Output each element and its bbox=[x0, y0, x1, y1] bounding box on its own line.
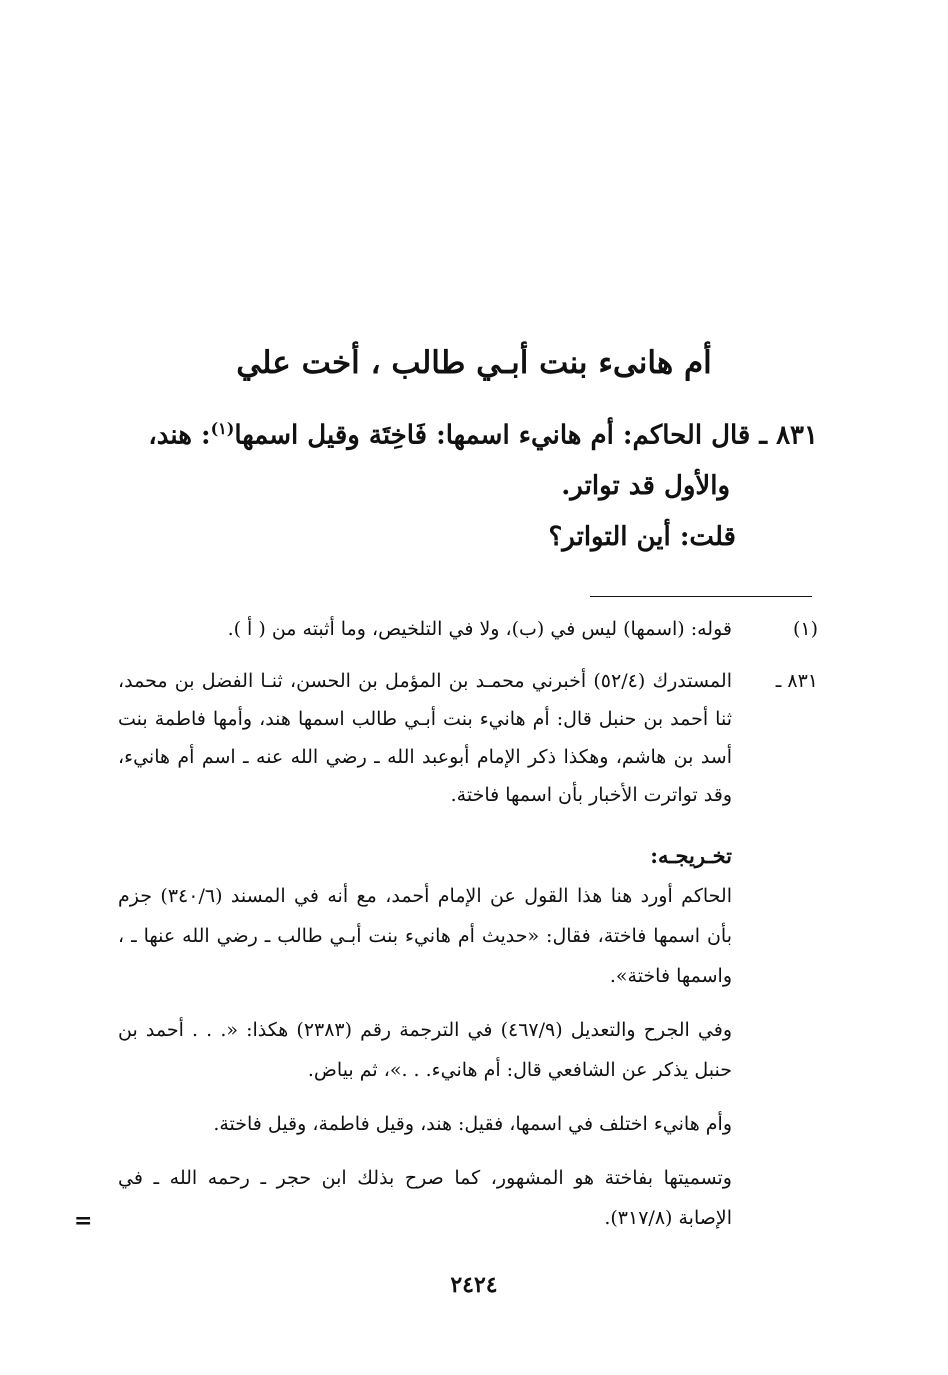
continuation-mark: = bbox=[74, 1208, 93, 1234]
footnote-reference: (١) bbox=[210, 419, 235, 438]
footnote-1 bbox=[118, 610, 818, 648]
footnote-text: قوله: (اسمها) ليس في (ب)، ولا في التلخيص، وما أثبته من ( أ ). bbox=[227, 618, 732, 640]
source-marker: ٨٣١ ـ bbox=[775, 670, 818, 692]
source-note-831 bbox=[118, 662, 818, 814]
entry-line-2: والأول قد تواتر. bbox=[561, 470, 730, 501]
takhrij-paragraph-1: الحاكم أورد هنا هذا القول عن الإمام أحمد، مع أنه في المسند (٣٤٠/٦) جزم بأن اسمها فاختة، فقال: «حديث أم هانيء بنت أبـي طالب ـ رضي الله عنها ـ ، واسمها فاختة». bbox=[118, 885, 732, 987]
page-number: ٢٤٢٤ bbox=[450, 1272, 498, 1298]
source-text: المستدرك (٥٢/٤) أخبرني محمـد بن المؤمل بن الحسن، ثنـا الفضل بن محمد، ثنا أحمد بن حنبل قال: أم هانيء بنت أبـي طالب اسمها هند، وأمها فاطمة بنت أسد بن هاشم، وهكذا ذكر الإمام أبوعبد الله ـ رضي الله عنه ـ اسم أم هانيء، وقد تواترت الأخبار بأن اسمها فاختة. bbox=[118, 670, 732, 806]
author-note: قلت: أين التواتر؟ bbox=[548, 522, 736, 552]
footnote-separator bbox=[590, 596, 812, 597]
entry-831 bbox=[118, 404, 818, 511]
entry-number: ٨٣١ ـ bbox=[759, 420, 818, 451]
takhrij-paragraph-3: وأم هانيء اختلف في اسمها، فقيل: هند، وقيل فاطمة، وقيل فاختة. bbox=[213, 1113, 732, 1135]
chapter-title: أم هانىء بنت أبـي طالب ، أخت علي bbox=[236, 345, 712, 381]
entry-line-1: قال الحاكم: أم هانيء اسمها: فَاخِتَة وقيل اسمها bbox=[234, 420, 751, 451]
footnote-marker: (١) bbox=[792, 618, 818, 640]
takhrij-heading: تخـريجـه: bbox=[650, 843, 732, 868]
takhrij-paragraph-4: وتسميتها بفاختة هو المشهور، كما صرح بذلك ابن حجر ـ رحمه الله ـ في الإصابة (٣١٧/٨). bbox=[118, 1167, 732, 1229]
entry-line-1-end: : هند، bbox=[148, 420, 211, 451]
takhrij-paragraph-2: وفي الجرح والتعديل (٤٦٧/٩) في الترجمة رقم (٢٣٨٣) هكذا: «. . . أحمد بن حنبل يذكر عن الشافعي قال: أم هانيء. . .»، ثم بياض. bbox=[118, 1019, 732, 1081]
